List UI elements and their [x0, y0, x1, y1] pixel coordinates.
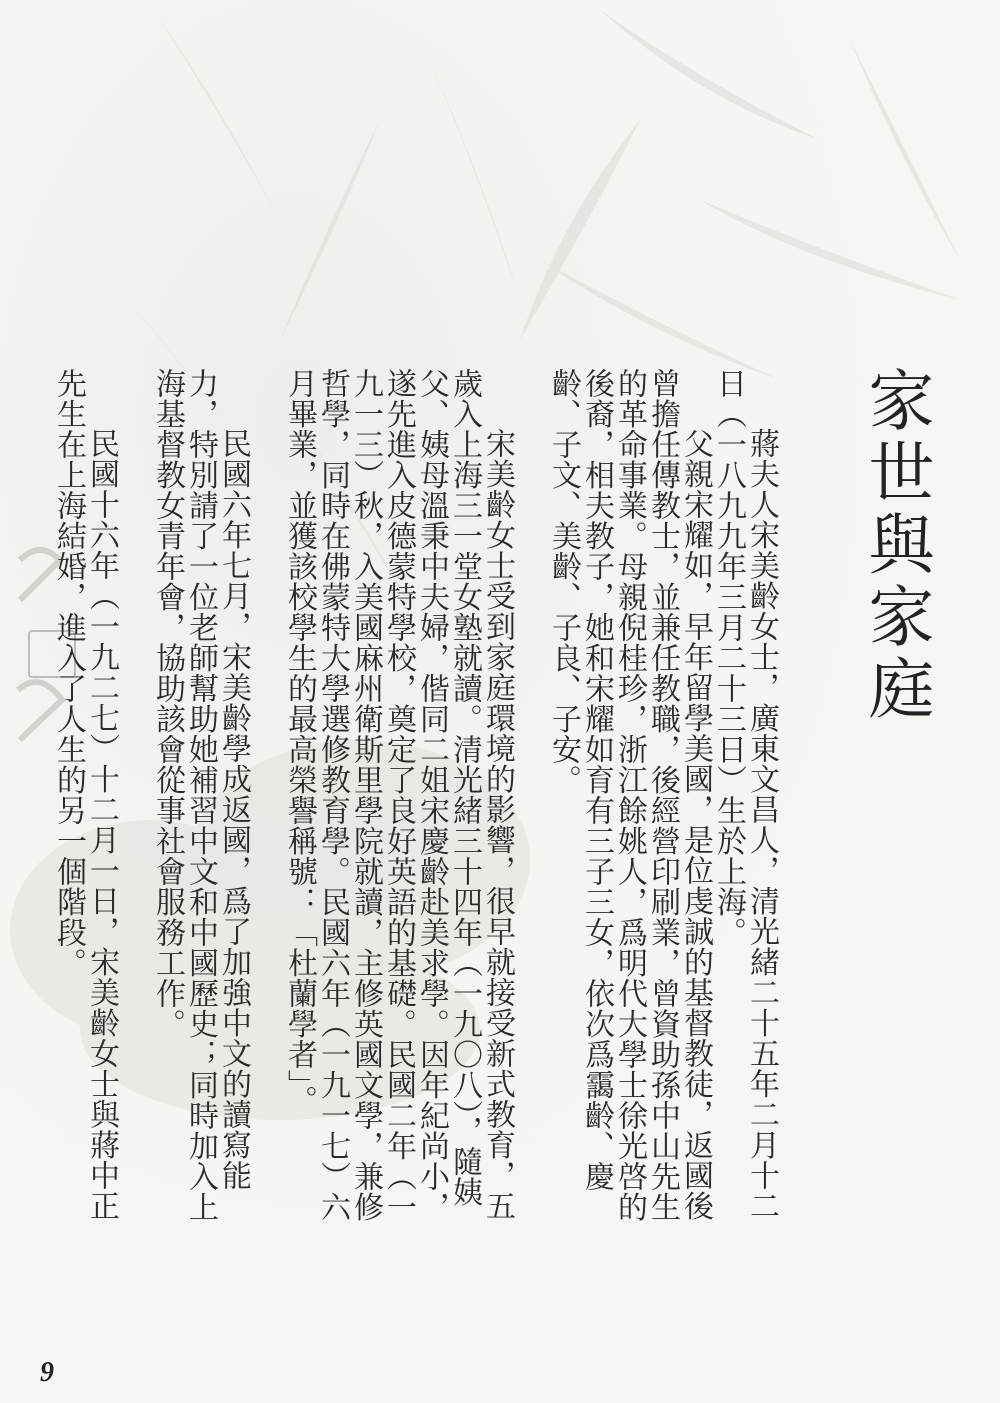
paragraph: 民國十六年（一九二七）十二月一日，宋美齡女士與蔣中正先生在上海結婚，進入了人生的另一個階段。: [51, 368, 119, 1221]
paragraph: 蔣夫人宋美齡女士，廣東文昌人，清光緒二十五年二月十二日（一八九九年三月二十三日）生於上海。: [711, 368, 779, 1221]
page-title: 家世與家庭: [857, 366, 934, 726]
paragraph: 父親宋耀如，早年留學美國，是位虔誠的基督教徒，返國後曾擔任傳教士，並兼任教職，後經營印刷業，曾資助孫中山先生的革命事業。母親倪桂珍，浙江餘姚人，爲明代大學士徐光啓的後裔，相夫教子，她和宋耀如育有三子三女，依次爲靄齡、慶齡、子文、美齡、子良、子安。: [546, 368, 713, 1222]
paragraph: 民國六年七月，宋美齡學成返國，爲了加強中文的讀寫能力，特別請了一位老師幫助她補習中文和中國歷史；同時加入上海基督教女青年會，協助該會從事社會服務工作。: [150, 368, 251, 1222]
paragraph: 宋美齡女士受到家庭環境的影響，很早就接受新式教育，五歲入上海三一堂女塾就讀。清光緒三十四年（一九〇八），隨姨父、姨母溫秉中夫婦，偕同二姐宋慶齡赴美求學。因年紀尚小，遂先進入皮德蒙特學校，奠定了良好英語的基礎。民國二年（一九一三）秋，入美國麻州衛斯里學院就讀，主修英國文學，兼修哲學，同時在佛蒙特大學選修教育學。民國六年（一九一七）六月畢業，並獲該校學生的最高榮譽稱號：「杜蘭學者」。: [282, 368, 515, 1222]
article-body: [19, 368, 778, 1228]
page-number: 9: [40, 1357, 54, 1388]
